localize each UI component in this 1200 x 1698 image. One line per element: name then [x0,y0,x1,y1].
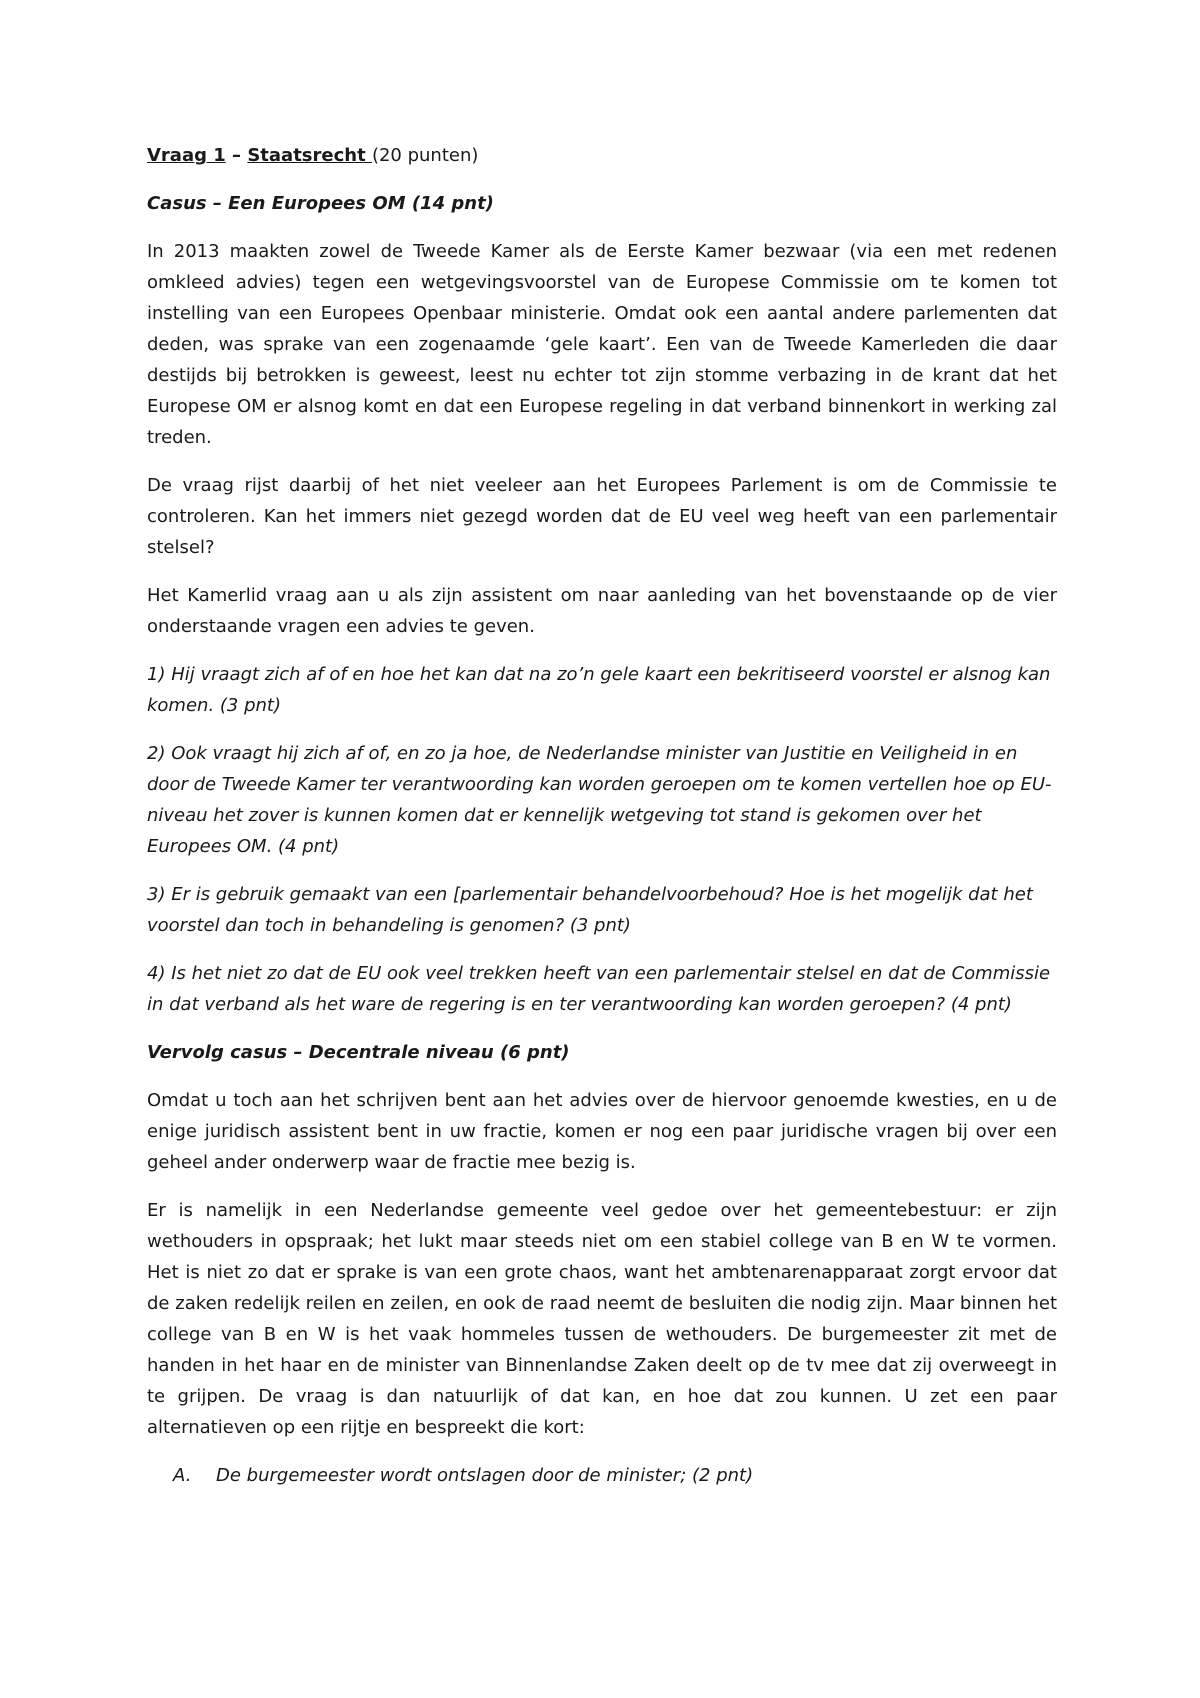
case2-option-a [173,1460,1057,1491]
case2-paragraph-1: Omdat u toch aan het schrijven bent aan het advies over de hiervoor genoemde kwesties, en u de enige juridisch assistent bent in uw fractie, komen er nog een paar juridische vragen bij over een geheel ander onderwerp waar de fractie mee bezig is. [147,1090,1057,1173]
case1-paragraph-1: In 2013 maakten zowel de Tweede Kamer als de Eerste Kamer bezwaar (via een met redenen omkleed advies) tegen een wetgevingsvoorstel van de Europese Commissie om te komen tot instelling van een Europees Openbaar ministerie. Omdat ook een aantal andere parlementen dat deden, was sprake van een zogenaamde ‘gele kaart’. Een van de Tweede Kamerleden die daar destijds bij betrokken is geweest, leest nu echter tot zijn stomme verbazing in de krant dat het Europese OM er alsnog komt en dat een Europese regeling in dat verband binnenkort in werking zal treden. [147,241,1057,448]
case1-paragraph-3: Het Kamerlid vraag aan u als zijn assistent om naar aanleding van het bovenstaande op de vier onderstaande vragen een advies te geven. [147,585,1057,637]
case1-heading: Casus – Een Europees OM (14 pnt) [147,193,494,214]
case2-option-a-text: De burgemeester wordt ontslagen door de minister; (2 pnt) [216,1465,754,1486]
question-title-main: Vraag 1 [147,145,226,166]
question-title-points: (20 punten) [371,145,479,166]
question-title-topic: Staatsrecht [247,145,372,166]
case1-question-4: 4) Is het niet zo dat de EU ook veel trekken heeft van een parlementair stelsel en dat de Commissie in dat verband als het ware de regering is en ter verantwoording kan worden geroepen? (4 pnt) [147,963,1051,1015]
case2-option-a-marker: A. [173,1465,192,1486]
case2-paragraph-2: Er is namelijk in een Nederlandse gemeente veel gedoe over het gemeentebestuur: er zijn wethouders in opspraak; het lukt maar steeds niet om een stabiel college van B en W te vormen. Het is niet zo dat er sprake is van een grote chaos, want het ambtenarenapparaat zorgt ervoor dat de zaken redelijk reilen en zeilen, en ook de raad neemt de besluiten die nodig zijn. Maar binnen het college van B en W is het vaak hommeles tussen de wethouders. De burgemeester zit met de handen in het haar en de minister van Binnenlandse Zaken deelt op de tv mee dat zij overweegt in te grijpen. De vraag is dan natuurlijk of dat kan, en hoe dat zou kunnen. U zet een paar alternatieven op een rijtje en bespreekt die kort: [147,1200,1057,1438]
case1-paragraph-2: De vraag rijst daarbij of het niet veeleer aan het Europees Parlement is om de Commissie te controleren. Kan het immers niet gezegd worden dat de EU veel weg heeft van een parlementair stelsel? [147,475,1057,558]
case2-heading: Vervolg casus – Decentrale niveau (6 pnt) [147,1042,570,1063]
document-page [147,140,1057,1508]
question-title-separator: – [225,145,248,166]
case1-question-1: 1) Hij vraagt zich af of en hoe het kan dat na zo’n gele kaart een bekritiseerd voorstel er alsnog kan komen. (3 pnt) [147,664,1051,716]
case1-question-3: 3) Er is gebruik gemaakt van een [parlementair behandelvoorbehoud? Hoe is het mogelijk dat het voorstel dan toch in behandeling is genomen? (3 pnt) [147,884,1033,936]
case1-question-2: 2) Ook vraagt hij zich af of, en zo ja hoe, de Nederlandse minister van Justitie en Veiligheid in en door de Tweede Kamer ter verantwoording kan worden geroepen om te komen vertellen hoe op EU-niveau het zover is kunnen komen dat er kennelijk wetgeving tot stand is gekomen over het Europees OM. (4 pnt) [147,743,1052,857]
question-title [147,140,1057,171]
